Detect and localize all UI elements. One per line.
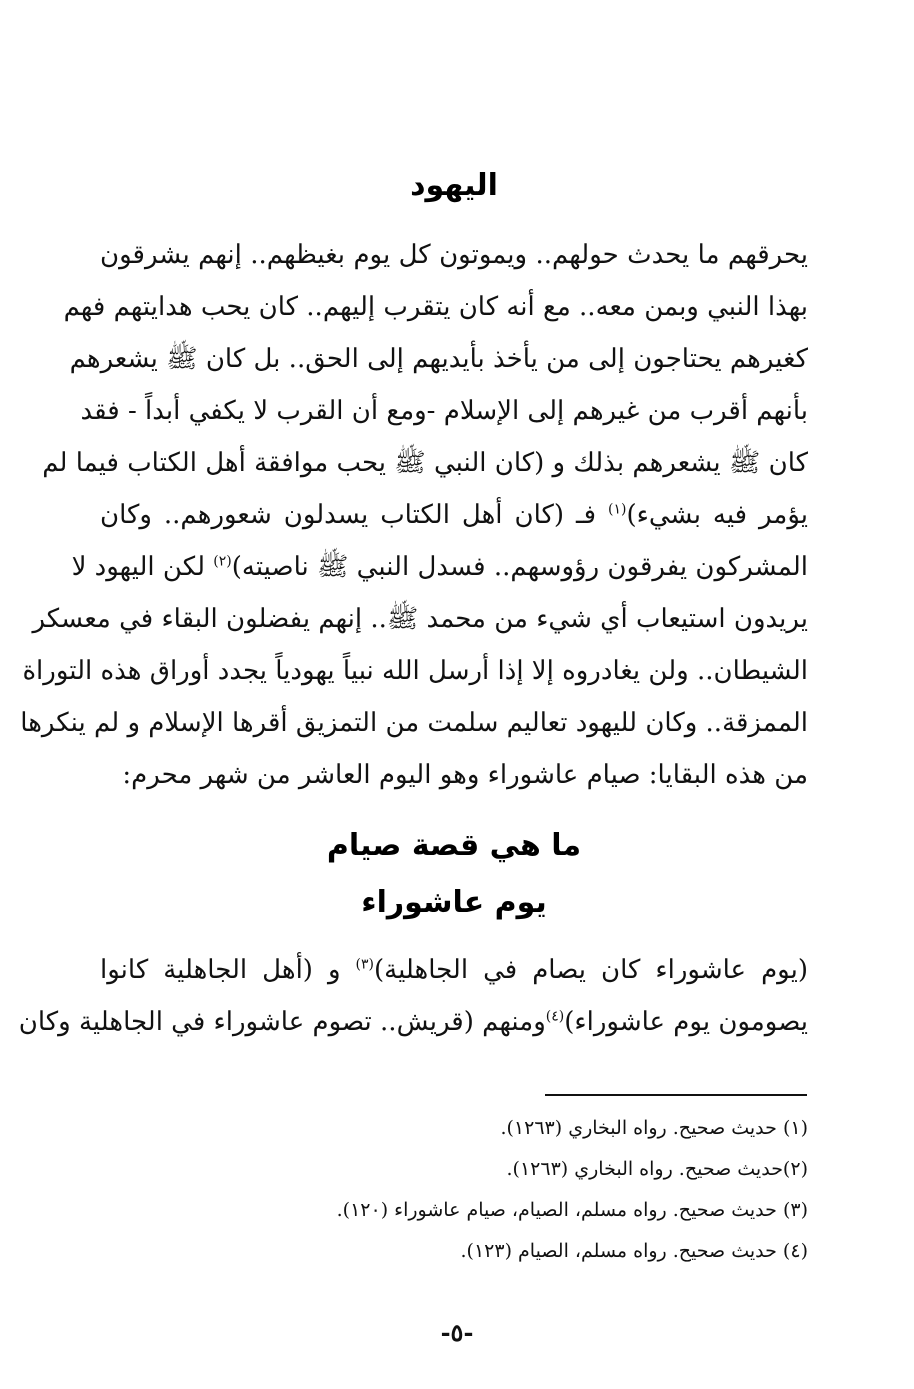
section-heading: يوم عاشوراء	[361, 885, 547, 920]
page-title: اليهود	[410, 168, 498, 203]
body-line: بأنهم أقرب من غيرهم إلى الإسلام -ومع أن القرب لا يكفي أبداً - فقد	[80, 396, 808, 426]
footnote: (٤) حديث صحيح. رواه مسلم، الصيام (١٢٣).	[460, 1240, 808, 1262]
body-line: يحرقهم ما يحدث حولهم.. ويموتون كل يوم بغيظهم.. إنهم يشرقون	[100, 240, 808, 270]
line-text: (يوم عاشوراء كان يصام في الجاهلية)	[373, 955, 808, 985]
body-line	[71, 547, 808, 587]
body-line: كغيرهم يحتاجون إلى من يأخذ بأيديهم إلى الحق.. بل كان ﷺ يشعرهم	[69, 344, 808, 374]
body-line	[18, 1002, 808, 1042]
body-line	[100, 950, 808, 990]
footnote-marker: (٣)	[355, 956, 374, 973]
body-line: من هذه البقايا: صيام عاشوراء وهو اليوم العاشر من شهر محرم:	[122, 760, 808, 790]
section-heading: ما هي قصة صيام	[326, 828, 582, 863]
body-line	[100, 495, 808, 535]
line-text: المشركون يفرقون رؤوسهم.. فسدل النبي ﷺ ناصيته)	[231, 552, 808, 582]
footnote-divider	[545, 1094, 807, 1096]
body-line: بهذا النبي وبمن معه.. مع أنه كان يتقرب إليهم.. كان يحب هدايتهم فهم	[63, 292, 808, 322]
body-line: الممزقة.. وكان لليهود تعاليم سلمت من التمزيق أقرها الإسلام و لم ينكرها	[20, 708, 808, 738]
footnote: (٢)حديث صحيح. رواه البخاري (١٢٦٣).	[506, 1158, 808, 1180]
body-line: يريدون استيعاب أي شيء من محمد ﷺ.. إنهم يفضلون البقاء في معسكر	[32, 604, 808, 634]
line-text: لكن اليهود لا	[71, 552, 214, 582]
line-text: يصومون يوم عاشوراء)	[564, 1007, 808, 1037]
line-text: فـ (كان أهل الكتاب يسدلون شعورهم.. وكان	[100, 500, 608, 530]
footnote-marker: (٢)	[213, 553, 232, 570]
footnote-marker: (٤)	[545, 1008, 565, 1025]
footnote-marker: (١)	[607, 501, 627, 518]
line-text: و (أهل الجاهلية كانوا	[100, 955, 356, 985]
line-text: يؤمر فيه بشيء)	[626, 500, 808, 530]
body-line: الشيطان.. ولن يغادروه إلا إذا أرسل الله نبياً يهودياً يجدد أوراق هذه التوراة	[22, 656, 808, 686]
body-line: كان ﷺ يشعرهم بذلك و (كان النبي ﷺ يحب موافقة أهل الكتاب فيما لم	[42, 448, 808, 478]
line-text: ومنهم (قريش.. تصوم عاشوراء في الجاهلية وكان	[18, 1007, 546, 1037]
footnote: (١) حديث صحيح. رواه البخاري (١٢٦٣).	[500, 1117, 808, 1139]
footnote: (٣) حديث صحيح. رواه مسلم، الصيام، صيام عاشوراء (١٢٠).	[336, 1199, 808, 1221]
page-number: -٥-	[440, 1318, 474, 1347]
